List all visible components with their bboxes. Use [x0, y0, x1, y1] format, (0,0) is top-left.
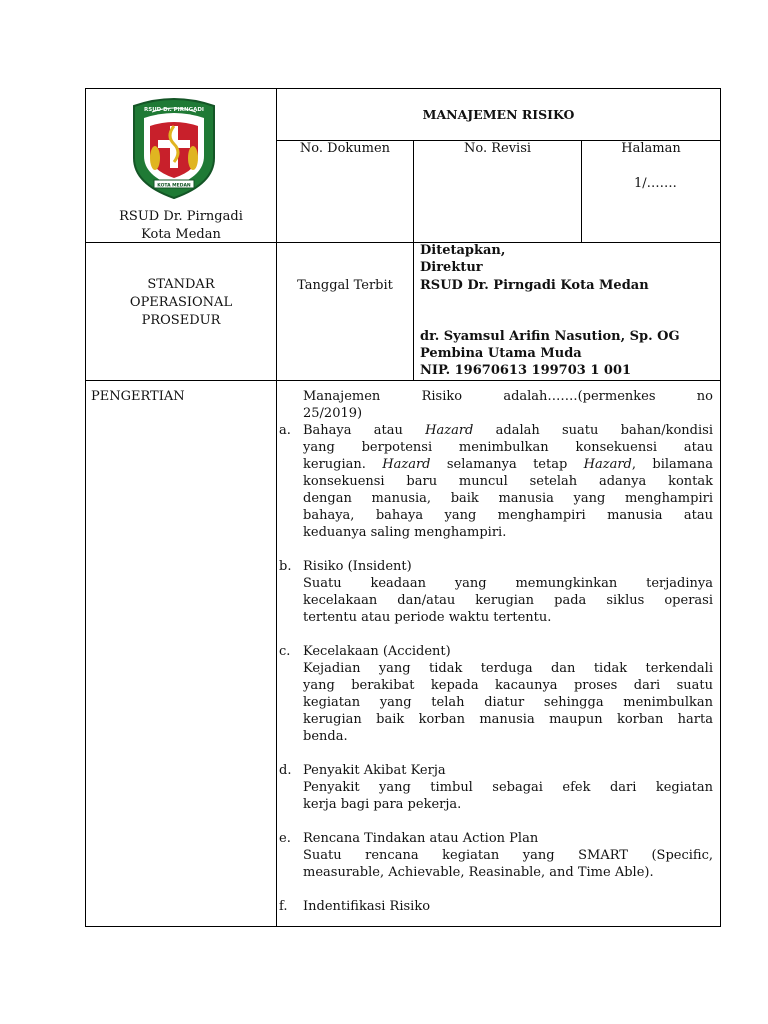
- intro-word: Risiko: [421, 389, 463, 404]
- list-item-line: Kejadian yang tidak terduga dan tidak terkendali: [303, 661, 713, 676]
- hospital-name-line2: Kota Medan: [141, 227, 221, 242]
- list-marker: a.: [279, 423, 291, 438]
- page-value: 1/…….: [634, 176, 677, 191]
- list-item-line: Suatu keadaan yang memungkinkan terjadinya: [303, 576, 713, 591]
- list-item-line: kerja bagi para pekerja.: [303, 797, 462, 812]
- list-marker: f.: [279, 899, 288, 914]
- document-title: MANAJEMEN RISIKO: [422, 107, 575, 122]
- intro-word: no: [696, 389, 713, 404]
- list-item-line: measurable, Achievable, Reasinable, and Time Able).: [303, 865, 654, 880]
- doc-number-label: No. Dokumen: [299, 141, 391, 156]
- approval-set-by: Ditetapkan,: [420, 243, 506, 258]
- approval-role: Direktur: [420, 260, 483, 275]
- list-item-heading: Rencana Tindakan atau Action Plan: [303, 831, 539, 846]
- table-border-top: [85, 88, 720, 89]
- hospital-name-line1: RSUD Dr. Pirngadi: [119, 209, 243, 224]
- list-marker: b.: [279, 559, 292, 574]
- table-divider-col1: [276, 88, 277, 927]
- table-border-right: [720, 88, 721, 927]
- issue-date-label: Tanggal Terbit: [297, 278, 393, 293]
- intro-line: [303, 389, 713, 405]
- list-item-line: tertentu atau periode waktu tertentu.: [303, 610, 552, 625]
- approval-nip: NIP. 19670613 199703 1 001: [420, 363, 632, 378]
- list-item-line: benda.: [303, 729, 348, 744]
- list-marker: d.: [279, 763, 292, 778]
- list-item-line: Bahaya atau Hazard adalah suatu bahan/kondisi: [303, 423, 713, 438]
- list-item-line: yang berpotensi menimbulkan konsekuensi atau: [303, 440, 713, 455]
- page-label: Halaman: [621, 141, 681, 156]
- list-item-line: Suatu rencana kegiatan yang SMART (Specific,: [303, 848, 713, 863]
- list-item-heading: Indentifikasi Risiko: [303, 899, 431, 914]
- approval-org: RSUD Dr. Pirngadi Kota Medan: [420, 278, 649, 293]
- intro-word: adalah…….(permenkes: [503, 389, 656, 404]
- section-label: PENGERTIAN: [91, 389, 185, 404]
- approval-rank: Pembina Utama Muda: [420, 346, 582, 361]
- list-item-line: kegiatan yang telah diatur sehingga menimbulkan: [303, 695, 713, 710]
- list-item-heading: Risiko (Insident): [303, 559, 412, 574]
- list-item-line: kerugian baik korban manusia maupun korban harta: [303, 712, 713, 727]
- list-item-line: keduanya saling menghampiri.: [303, 525, 507, 540]
- list-item-line: yang berakibat kepada kacaunya proses dari suatu: [303, 678, 713, 693]
- table-border-bottom: [85, 926, 720, 927]
- list-item-line: kerugian. Hazard selamanya tetap Hazard, bilamana: [303, 457, 713, 472]
- sop-label-line2: OPERASIONAL: [129, 295, 233, 310]
- sop-label-line3: PROSEDUR: [141, 313, 221, 328]
- list-item-line: Penyakit yang timbul sebagai efek dari kegiatan: [303, 780, 713, 795]
- table-divider-approval: [85, 380, 720, 381]
- svg-text:KOTA MEDAN: KOTA MEDAN: [157, 183, 191, 189]
- revision-number-label: No. Revisi: [463, 141, 532, 156]
- intro-line-cont: 25/2019): [303, 406, 363, 421]
- approval-name: dr. Syamsul Arifin Nasution, Sp. OG: [420, 329, 680, 344]
- sop-label-line1: STANDAR: [147, 277, 215, 292]
- table-divider-approval-col: [413, 242, 414, 381]
- list-item-line: konsekuensi baru muncul setelah adanya kontak: [303, 474, 713, 489]
- list-item-line: kecelakaan dan/atau kerugian pada siklus operasi: [303, 593, 713, 608]
- list-item-heading: Kecelakaan (Accident): [303, 644, 451, 659]
- list-marker: e.: [279, 831, 291, 846]
- svg-text:RSUD Dr. PIRNGADI: RSUD Dr. PIRNGADI: [144, 107, 204, 113]
- hospital-logo: [128, 96, 220, 200]
- list-item-heading: Penyakit Akibat Kerja: [303, 763, 446, 778]
- intro-word: Manajemen: [303, 389, 381, 404]
- list-item-line: bahaya, bahaya yang menghampiri manusia atau: [303, 508, 713, 523]
- list-item-line: dengan manusia, baik manusia yang menghampiri: [303, 491, 713, 506]
- list-marker: c.: [279, 644, 291, 659]
